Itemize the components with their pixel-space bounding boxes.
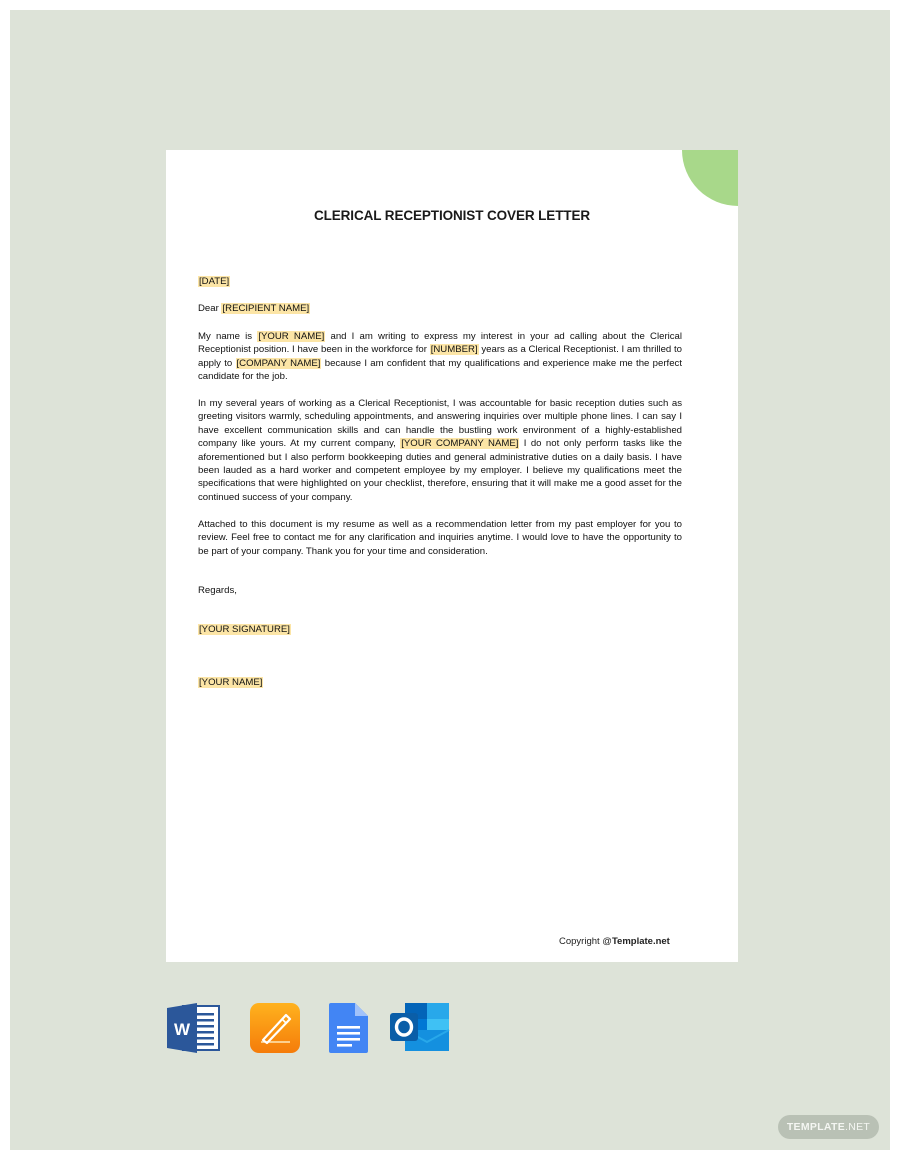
salutation-line	[198, 302, 310, 315]
recipient-placeholder: [RECIPIENT NAME]	[222, 303, 310, 314]
word-icon[interactable]	[165, 1002, 221, 1054]
decorative-green-circle	[682, 150, 738, 206]
signature-placeholder: [YOUR SIGNATURE]	[199, 624, 290, 635]
copyright-notice	[559, 936, 670, 947]
outlook-icon[interactable]	[389, 1002, 451, 1054]
document-title: CLERICAL RECEPTIONIST COVER LETTER	[313, 208, 591, 223]
text: In my several years of working as a Clerical Receptionist, I was accountable for basic reception duties such as greeting visitors warmly, scheduling appointments, and answering inquiries over multiple phone lines. I can say I have excellent communication skills and can handle the bustling work environment of a highly-established company like yours. At my current company,	[198, 398, 682, 450]
watermark-bold: TEMPLATE	[786, 1121, 846, 1133]
your-company-name-placeholder: [YOUR COMPANY NAME]	[401, 438, 519, 450]
svg-text:W: W	[173, 1020, 191, 1039]
date-placeholder: [DATE]	[199, 276, 230, 287]
your-name-placeholder: [YOUR NAME]	[258, 331, 325, 342]
document-preview	[166, 150, 738, 962]
salutation: Dear	[198, 303, 219, 314]
watermark-light: .NET	[845, 1121, 871, 1133]
company-name-placeholder: [COMPANY NAME]	[236, 357, 321, 369]
pages-icon[interactable]	[248, 1002, 304, 1054]
text: years as a Clerical Receptionist. I am thrilled to apply to	[198, 344, 683, 369]
name-line	[198, 676, 263, 689]
copyright-brand: Template.net	[611, 936, 670, 947]
text: and I am writing to express my interest in your ad calling about the Clerical Receptionist position. I have been in the workforce for	[198, 331, 683, 356]
text: because I am confident that my qualifications and experience make me the perfect candidate for the job.	[198, 357, 682, 383]
google-docs-icon[interactable]	[325, 1002, 381, 1054]
number-placeholder: [NUMBER]	[430, 344, 478, 356]
signature-line	[198, 623, 291, 636]
template-net-watermark	[778, 1115, 879, 1139]
paragraph-experience	[198, 397, 682, 504]
text: I do not only perform tasks like the aforementioned but I also perform bookkeeping duties and general administrative duties on a daily basis. I have been lauded as a hard worker and competent employee by my employer. I believe my qualifications meet the specifications that were highlighted on your checklist, therefore, ensuring that it will make me a good asset for the continued success of your company.	[198, 438, 682, 503]
copyright-prefix: Copyright @	[559, 936, 612, 947]
name-placeholder: [YOUR NAME]	[199, 677, 263, 688]
closing-line: Regards,	[198, 585, 237, 596]
date-line	[198, 275, 230, 288]
paragraph-intro	[198, 330, 682, 384]
app-icons-row	[0, 1002, 900, 1054]
text: My name is	[198, 331, 253, 342]
paragraph-closing: Attached to this document is my resume as well as a recommendation letter from my past employer for you to review. Feel free to contact me for any clarification and inquiries anytime. I would love to have the opportunity to be part of your company. Thank you for your time and consideration.	[198, 519, 682, 557]
